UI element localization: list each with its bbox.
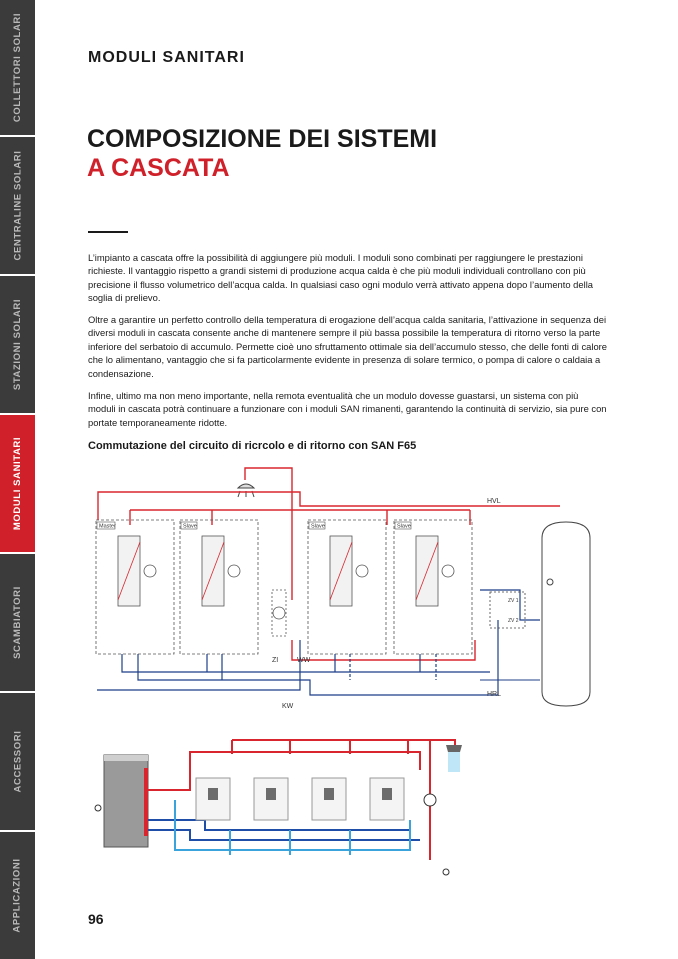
paragraph-2: Oltre a garantire un perfetto controllo della temperatura di erogazione dell’acqua calda sanitaria, l’attivazione in sequenza dei diversi moduli in cascata consente anche di mantenere sempre il più bassa possibile la temperatura di ritorno verso la parte inferiore del serbatoio di accumulo. Permette cioè uno sfruttamento ottimale sia dell’accumulo stesso, che delle fonti di calore che lo alimentano, vantaggio che si fa particolarmente evidente in presenza di solare termico, o pompa di calore o caldaia a condensazione. (88, 314, 608, 379)
kw-label: KW (282, 703, 294, 710)
page-number: 96 (88, 911, 104, 927)
sidebar-tab-label: CENTRALINE SOLARI (12, 150, 24, 261)
page-title-line2: A CASCATA (87, 154, 230, 182)
sidebar-tab-label: COLLETTORI SOLARI (12, 12, 23, 123)
hrl-label: HRL (487, 691, 502, 698)
hot-distribution-pipes (148, 740, 455, 860)
hot-supply-line (98, 468, 560, 660)
module-displays (208, 788, 392, 800)
module-units (196, 778, 404, 820)
zv-labels (508, 598, 519, 624)
sidebar-tab-label: STAZIONI SOLARI (12, 298, 23, 391)
faucet-icon (446, 745, 462, 772)
slave-label: Slave (311, 523, 325, 530)
shower-head-icon (238, 484, 254, 497)
slave-label: Slave (397, 523, 411, 530)
storage-tank (542, 522, 590, 706)
cold-distribution-pipes (148, 820, 420, 840)
hvl-label: HVL (487, 498, 501, 505)
sidebar-tab-label: ACCESSORI (12, 730, 24, 793)
zi-label: ZI (272, 657, 279, 664)
storage-cylinder (104, 755, 148, 847)
master-label: Master (99, 523, 116, 530)
zv1-label: ZV 1 (508, 598, 519, 604)
diagram-heading: Commutazione del circuito di ricrcolo e di ritorno con SAN F65 (88, 440, 417, 452)
paragraph-1: L’impianto a cascata offre la possibilità di aggiungere più moduli. I moduli sono combinati per raggiungere le prestazioni richieste. Il vantaggio rispetto a grandi sistemi di produzione acqua calda è che più moduli individuali controllano con più precisione il flusso volumetrico dell’acqua calda. In qualsiasi caso ogni modulo verrà attivato appena dopo l’aumento della soglia di prelievo. (88, 252, 593, 304)
slave-label: Slave (183, 523, 197, 530)
module-group (96, 520, 472, 654)
sidebar-tab-label: SCAMBIATORI (12, 586, 23, 659)
zv2-label: ZV 2 (508, 618, 519, 624)
section-title: MODULI SANITARI (88, 49, 245, 66)
module-tags (97, 522, 411, 530)
ww-label: WW (297, 657, 311, 664)
cold-return-lines (97, 590, 540, 695)
line-labels (272, 498, 501, 710)
sidebar-tab-label: APPLICAZIONI (12, 858, 24, 933)
paragraph-3: Infine, ultimo ma non meno importante, nella remota eventualità che un modulo dovesse guastarsi, un sistema con più moduli in cascata potrà continuare a funzionare con i moduli SAN rimanenti, garantendo la continuità di servizio, sia pure con portate temporaneamente ridotte. (88, 390, 607, 428)
page-title-line1: COMPOSIZIONE DEI SISTEMI (87, 125, 438, 153)
sidebar-tab-label: MODULI SANITARI (12, 436, 24, 531)
